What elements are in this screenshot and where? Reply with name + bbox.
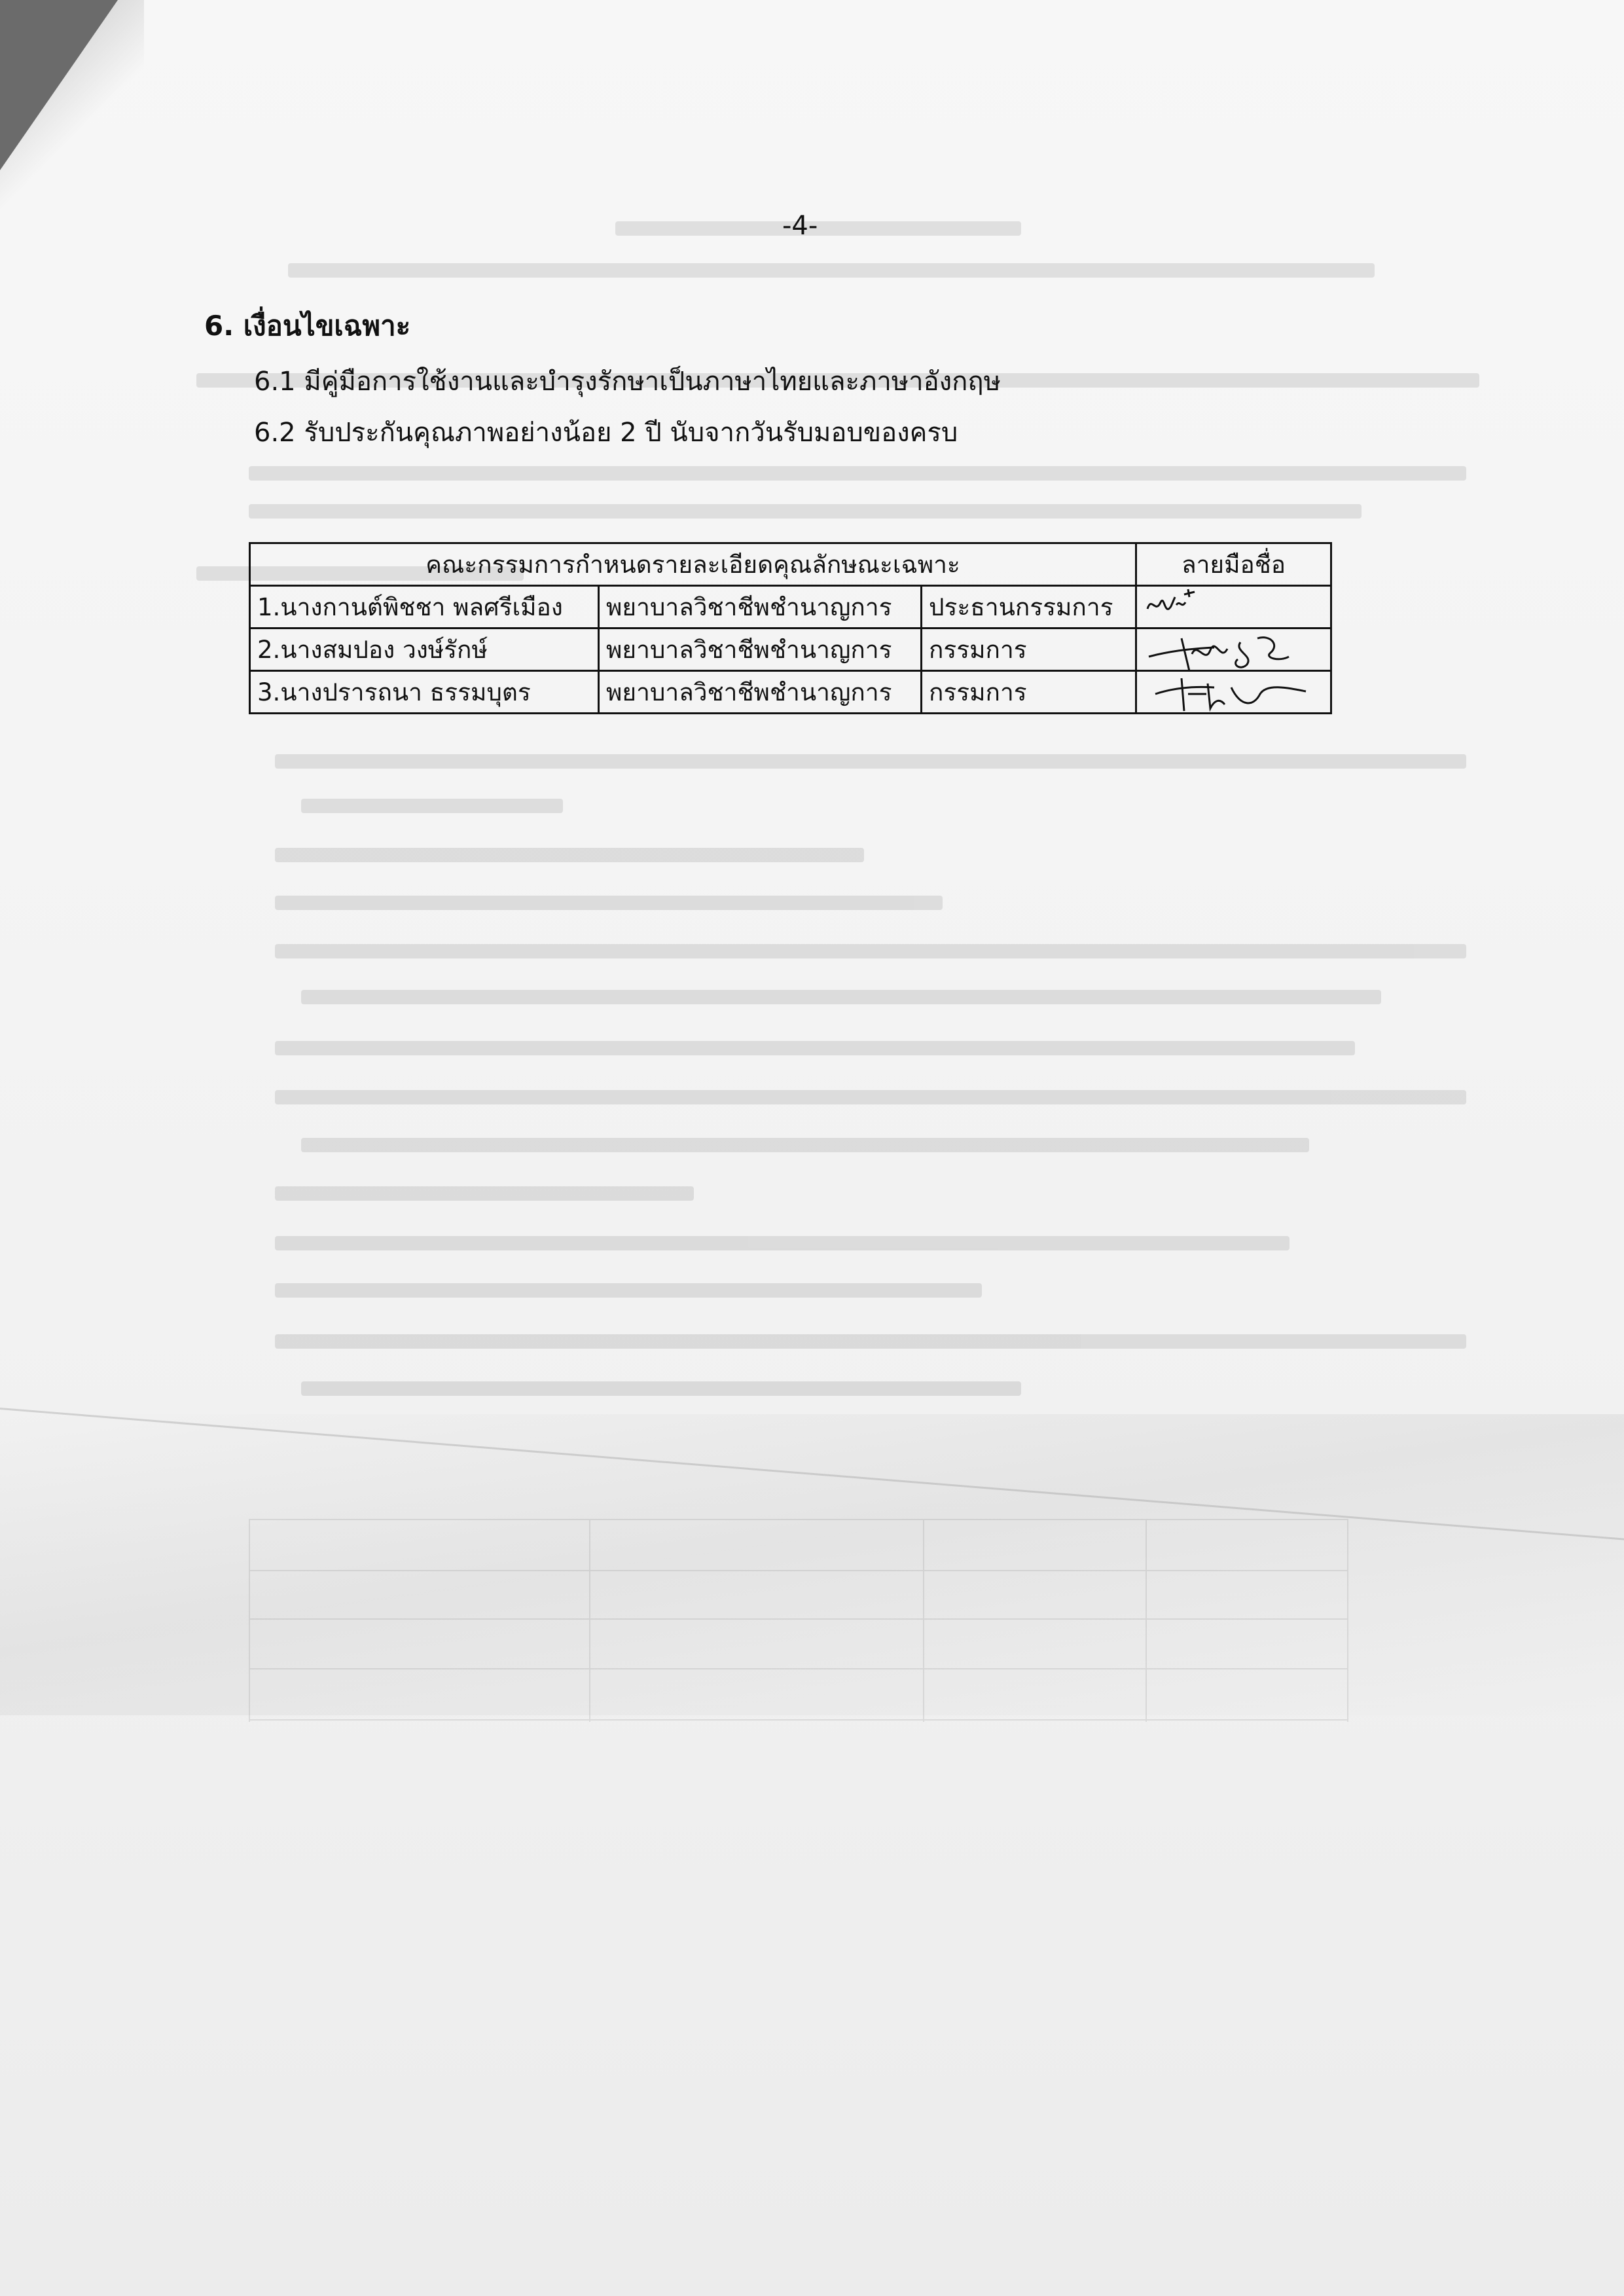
page-number: -4-	[782, 211, 818, 241]
folded-corner	[0, 0, 118, 170]
committee-table	[249, 542, 1332, 714]
committee-row	[250, 671, 1331, 714]
signature-mark	[1142, 668, 1319, 720]
section-item-warranty: 6.2 รับประกันคุณภาพอย่างน้อย 2 ปี นับจากวันรับมอบของครบ	[254, 418, 958, 448]
member-signature	[1136, 671, 1331, 714]
signature-header: ลายมือชื่อ	[1136, 543, 1331, 586]
signature-mark	[1142, 583, 1221, 629]
member-name: 1.นางกานต์พิชชา พลศรีเมือง	[250, 586, 599, 629]
section-heading: 6. เงื่อนไขเฉพาะ	[204, 310, 411, 342]
member-position: พยาบาลวิชาชีพชำนาญการ	[599, 629, 922, 671]
member-role: กรรมการ	[922, 629, 1136, 671]
member-role: กรรมการ	[922, 671, 1136, 714]
committee-header-row	[250, 543, 1331, 586]
member-name: 2.นางสมปอง วงษ์รักษ์	[250, 629, 599, 671]
section-item-manual: 6.1 มีคู่มือการใช้งานและบำรุงรักษาเป็นภาษาไทยและภาษาอังกฤษ	[254, 367, 1001, 397]
member-role: ประธานกรรมการ	[922, 586, 1136, 629]
member-name: 3.นางปรารถนา ธรรมบุตร	[250, 671, 599, 714]
member-position: พยาบาลวิชาชีพชำนาญการ	[599, 586, 922, 629]
member-signature	[1136, 586, 1331, 629]
committee-header: คณะกรรมการกำหนดรายละเอียดคุณลักษณะเฉพาะ	[250, 543, 1136, 586]
member-signature	[1136, 629, 1331, 671]
committee-row	[250, 586, 1331, 629]
show-through-table	[249, 1519, 1348, 1722]
member-position: พยาบาลวิชาชีพชำนาญการ	[599, 671, 922, 714]
committee-row	[250, 629, 1331, 671]
